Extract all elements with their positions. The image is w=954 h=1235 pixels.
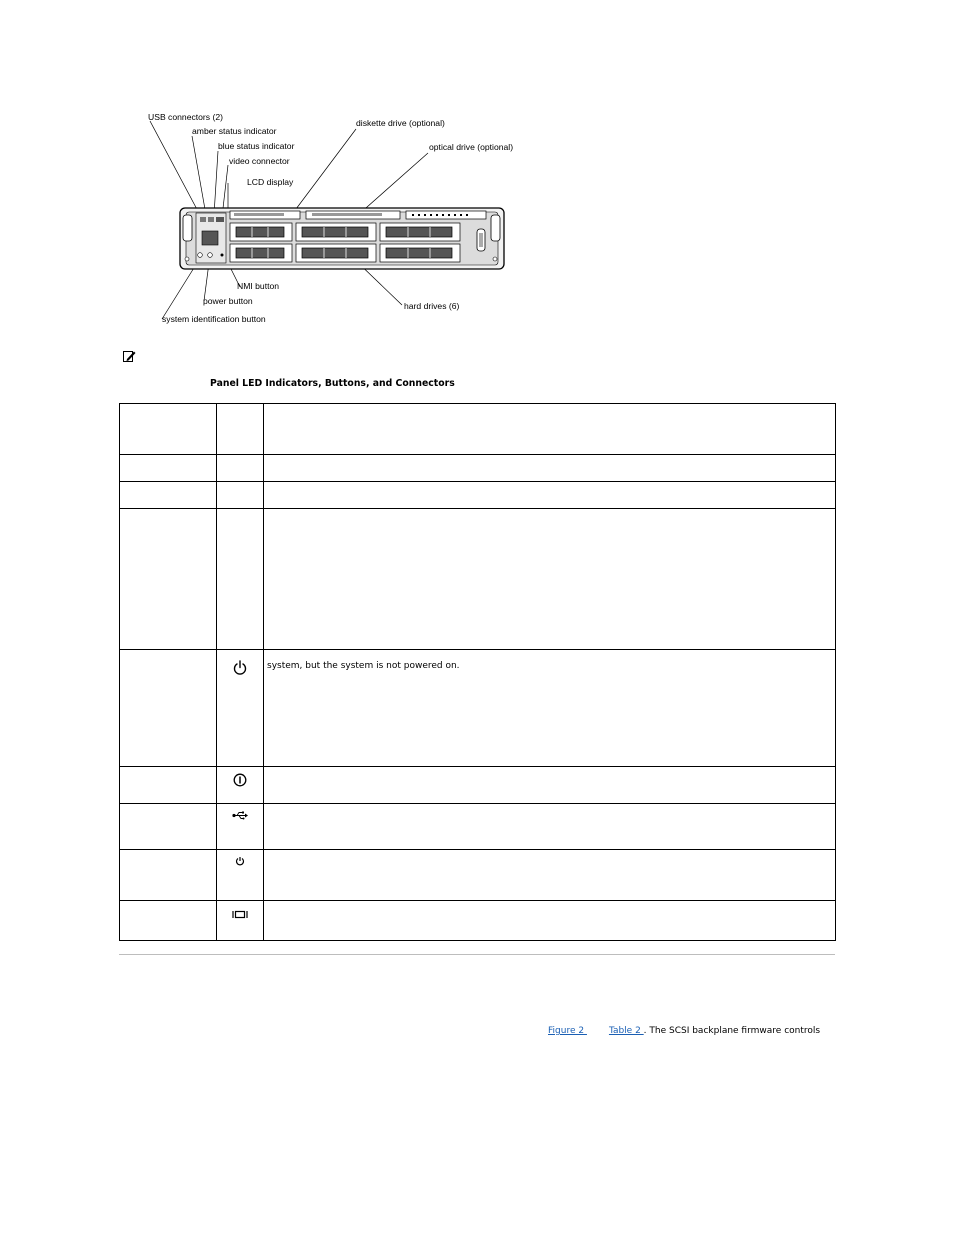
table-row [120, 455, 836, 482]
callout-usb-connectors: USB connectors (2) [148, 112, 223, 122]
section-divider [119, 954, 835, 955]
cell-component [120, 455, 217, 482]
cell-icon [217, 509, 264, 650]
cell-description [264, 767, 836, 804]
table-row [120, 482, 836, 509]
front-panel-figure [140, 105, 530, 330]
cell-description [264, 509, 836, 650]
table-row [120, 650, 836, 767]
table-2-link[interactable]: Table 2 [608, 1026, 644, 1036]
callout-lcd-display: LCD display [247, 177, 294, 187]
cell-description [264, 482, 836, 509]
cell-component [120, 850, 217, 901]
callout-video-connector: video connector [229, 156, 290, 166]
nmi-icon [233, 773, 247, 790]
cell-icon [217, 901, 264, 941]
callout-amber-status: amber status indicator [192, 126, 277, 136]
table-caption: Panel LED Indicators, Buttons, and Connectors [210, 378, 455, 389]
callout-diskette-drive: diskette drive (optional) [356, 118, 445, 128]
callout-nmi-button: NMI button [237, 281, 280, 291]
video-icon [232, 910, 248, 922]
callout-optical-drive: optical drive (optional) [429, 142, 514, 152]
cell-icon [217, 767, 264, 804]
usb-icon [232, 811, 248, 823]
indicator-table [119, 403, 836, 941]
table-row [120, 850, 836, 901]
cell-icon [217, 804, 264, 850]
callout-hard-drives: hard drives (6) [404, 301, 460, 311]
cell-component [120, 404, 217, 455]
callout-system-id-button: system identification button [162, 314, 266, 324]
footer-trailing-text: . The SCSI backplane firmware controls [643, 1026, 821, 1036]
cell-description [264, 804, 836, 850]
table-row [120, 509, 836, 650]
figure-2-link[interactable]: Figure 2 [548, 1026, 587, 1036]
cell-description [264, 455, 836, 482]
table-row [120, 767, 836, 804]
cell-icon [217, 455, 264, 482]
cell-component [120, 509, 217, 650]
callout-blue-status: blue status indicator [218, 141, 295, 151]
table-row [120, 404, 836, 455]
keyboard-icon [235, 856, 245, 869]
callout-power-button: power button [203, 296, 253, 306]
note-pencil-icon [123, 347, 136, 359]
cell-description [264, 404, 836, 455]
cell-icon [217, 482, 264, 509]
cell-component [120, 901, 217, 941]
table-row [120, 901, 836, 941]
cell-icon [217, 404, 264, 455]
cell-component [120, 767, 217, 804]
table-row [120, 804, 836, 850]
cell-icon [217, 650, 264, 767]
cell-component [120, 804, 217, 850]
power-icon [233, 660, 247, 678]
footer-text-line [548, 1026, 835, 1036]
cell-icon [217, 850, 264, 901]
cell-component [120, 482, 217, 509]
cell-description [264, 901, 836, 941]
front-panel-drawing [140, 105, 530, 330]
cell-description [264, 850, 836, 901]
cell-component [120, 650, 217, 767]
cell-description: system, but the system is not powered on. [264, 650, 836, 767]
